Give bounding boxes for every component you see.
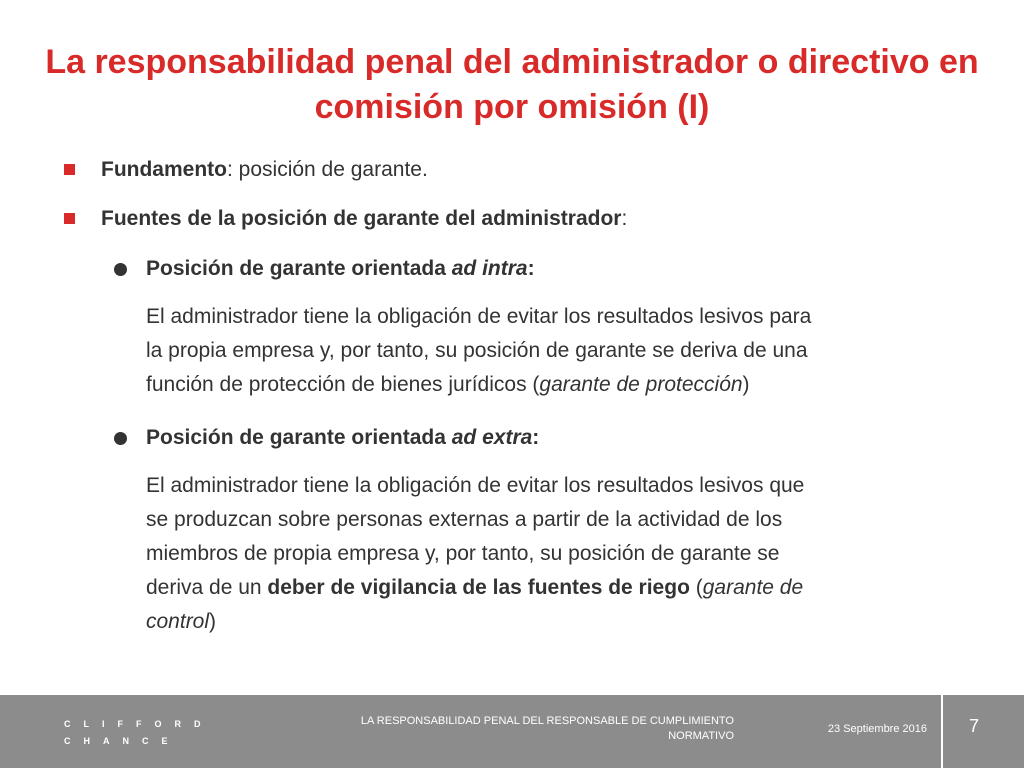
paragraph-ad-intra: El administrador tiene la obligación de evitar los resultados lesivos para la propia empresa y, por tanto, su posición de garante se deriva de una función de protección de bienes jurídicos (garante de protección): [146, 305, 812, 396]
round-bullet-icon: [114, 432, 127, 445]
paragraph-ad-extra: El administrador tiene la obligación de evitar los resultados lesivos que se produzcan sobre personas externas a partir de la actividad de los miembros de propia empresa y, por tanto, su posición de garante se deriva de un deber de vigilancia de las fuentes de riego (garante de control): [146, 474, 805, 633]
page-number: 7: [968, 716, 979, 736]
bullet-bold-label: Fuentes de la posición de garante del administrador: [101, 207, 622, 230]
footer-date: 23 Septiembre 2016: [827, 723, 927, 735]
square-bullet-icon: [64, 164, 75, 175]
clifford-chance-logo: CLIFFORD CHANCE: [64, 719, 214, 746]
bullet-bold-label: Fundamento: [101, 158, 227, 181]
square-bullet-icon: [64, 213, 75, 224]
round-bullet-icon: [114, 263, 127, 276]
footer-divider: [941, 695, 943, 768]
slide-footer: [0, 695, 1024, 768]
footer-title: LA RESPONSABILIDAD PENAL DEL RESPONSABLE DE CUMPLIMIENTO NORMATIVO: [360, 715, 734, 742]
slide-title: La responsabilidad penal del administrador o directivo en comisión por omisión (I): [45, 43, 979, 126]
